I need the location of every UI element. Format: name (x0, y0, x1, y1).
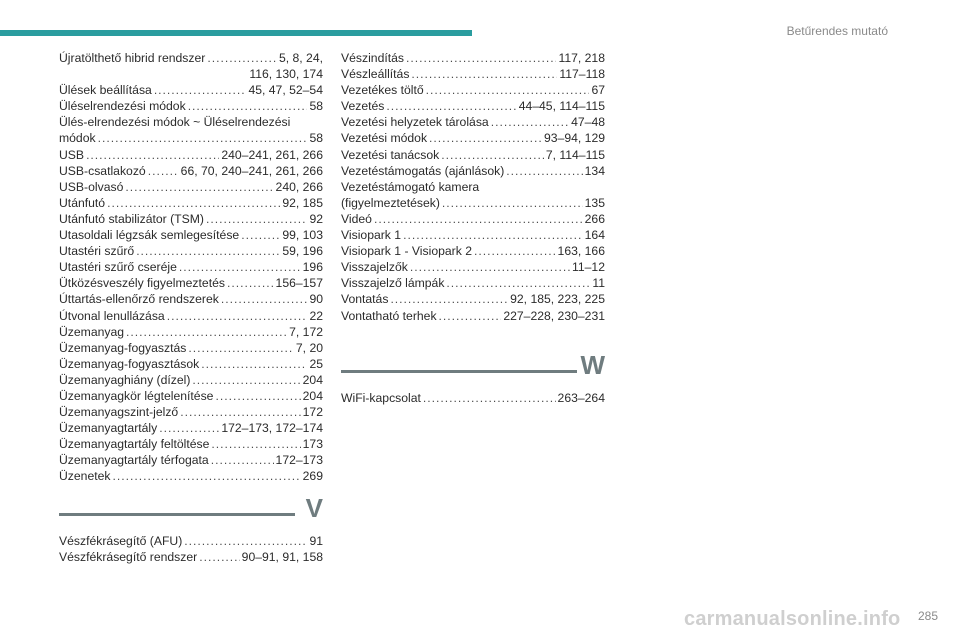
dot-leader (390, 291, 508, 307)
index-entry-term: Vontatás (341, 292, 389, 307)
dot-leader (406, 50, 556, 66)
index-entry-term: Vészfékrásegítő (AFU) (59, 533, 183, 548)
index-entry (59, 179, 323, 195)
index-entry (341, 50, 605, 66)
index-entry (59, 211, 323, 227)
dot-leader (167, 308, 308, 324)
dot-leader (429, 130, 542, 146)
header-accent-bar (0, 30, 472, 36)
index-entry (59, 291, 323, 307)
dot-leader (423, 390, 556, 406)
dot-leader (154, 82, 247, 98)
index-entry (59, 243, 323, 259)
index-entry-pages: 172–173 (275, 453, 323, 468)
dot-leader (411, 66, 557, 82)
index-entry (59, 50, 323, 66)
index-entry-term: Visszajelző lámpák (341, 276, 445, 291)
index-entry (341, 114, 605, 130)
index-entry-pages: 172–173, 172–174 (221, 421, 323, 436)
index-entry-pages: 92 (309, 211, 323, 226)
index-entry-pages: 135 (584, 195, 605, 210)
index-entry-pages: 58 (309, 131, 323, 146)
dot-leader (211, 436, 300, 452)
index-entry (341, 179, 605, 195)
index-entry (59, 227, 323, 243)
dot-leader (207, 50, 277, 66)
index-entry-pages: 90–91, 91, 158 (241, 549, 323, 564)
index-list-v (59, 533, 323, 565)
index-entry-pages: 44–45, 114–115 (518, 99, 605, 114)
dot-leader (148, 163, 179, 179)
index-entry-pages: 66, 70, 240–241, 261, 266 (180, 163, 323, 178)
index-entry-pages: 240, 266 (275, 179, 323, 194)
dot-leader (179, 259, 301, 275)
index-entry-pages: 67 (591, 83, 605, 98)
dot-leader (410, 259, 570, 275)
index-entry-term: USB-csatlakozó (59, 163, 146, 178)
index-entry-term: Újratölthető hibrid rendszer (59, 51, 206, 65)
index-entry-term: Úttartás-ellenőrző rendszerek (59, 292, 219, 307)
dot-leader (107, 195, 280, 211)
watermark: carmanualsonline.info (684, 608, 901, 630)
index-entry-pages: 99, 103 (282, 228, 323, 243)
index-entry (341, 243, 605, 259)
index-entry-term: Üléselrendezési módok (59, 99, 186, 114)
index-entry (341, 82, 605, 98)
index-entry (59, 195, 323, 211)
dot-leader (491, 114, 569, 130)
index-entry-pages: 116, 130, 174 (249, 67, 323, 82)
index-entry (341, 163, 605, 179)
index-entry (59, 308, 323, 324)
index-entry-term: Utastéri szűrő (59, 244, 135, 259)
index-entry (59, 533, 323, 549)
index-entry (59, 356, 323, 372)
index-entry (59, 549, 323, 565)
index-entry-term: Videó (341, 211, 372, 226)
dot-leader (184, 533, 307, 549)
index-entry-term: Vezetés (341, 99, 385, 114)
index-entry-term: Üzemanyagtartály (59, 421, 158, 436)
index-entry-pages: 93–94, 129 (544, 131, 605, 146)
index-entry-term: Vezetési helyzetek tárolása (341, 115, 489, 130)
dot-leader (403, 227, 583, 243)
dot-leader (386, 98, 516, 114)
dot-leader (136, 243, 280, 259)
index-entry-term: WiFi-kapcsolat (341, 390, 421, 405)
index-entry (59, 404, 323, 420)
index-entry-pages: 156–157 (275, 276, 323, 291)
index-entry (59, 98, 323, 114)
index-entry (341, 211, 605, 227)
section-header-w (341, 350, 605, 384)
dot-leader (474, 243, 556, 259)
index-entry-term: USB (59, 147, 85, 162)
index-entry-term: Vezetékes töltő (341, 83, 424, 98)
index-entry (341, 98, 605, 114)
index-entry-term: Vontatható terhek (341, 308, 437, 323)
index-entry (59, 130, 323, 146)
index-entry-term: Visiopark 1 - Visiopark 2 (341, 244, 472, 259)
index-entry-pages: 269 (302, 469, 323, 484)
dot-leader (215, 388, 300, 404)
index-entry (341, 308, 605, 324)
index-entry-term: Vezetési tanácsok (341, 147, 440, 162)
index-entry-pages: 7, 172 (289, 324, 323, 339)
index-entry-pages: 47–48 (571, 115, 605, 130)
index-entry-term: Utastéri szűrő cseréje (59, 260, 177, 275)
index-entry-pages: 227–228, 230–231 (503, 308, 605, 323)
index-entry-pages: 7, 20 (295, 340, 323, 355)
section-letter-w: W (580, 349, 605, 380)
index-entry (341, 275, 605, 291)
index-entry (59, 66, 323, 82)
dot-leader (180, 404, 300, 420)
index-entry-term: Vezetéstámogatás (ajánlások) (341, 163, 505, 178)
index-entry-pages: 11 (592, 276, 605, 291)
index-entry-term: módok (59, 131, 96, 146)
index-entry-term: Visszajelzők (341, 260, 408, 275)
index-list-u (59, 50, 323, 485)
index-entry (341, 195, 605, 211)
index-entry-term: Üzemanyagkör légtelenítése (59, 388, 214, 403)
index-entry (59, 163, 323, 179)
index-entry-pages: 196 (302, 260, 323, 275)
dot-leader (241, 227, 280, 243)
index-entry-pages: 25 (309, 356, 323, 371)
index-entry (59, 82, 323, 98)
index-entry (59, 452, 323, 468)
index-entry-pages: 7, 114–115 (545, 147, 605, 162)
index-entry-pages: 92, 185 (282, 195, 323, 210)
index-entry (341, 259, 605, 275)
index-entry-term: Ülés-elrendezési módok ~ Üléselrendezési (59, 115, 291, 130)
index-entry (59, 340, 323, 356)
index-entry (59, 147, 323, 163)
index-entry (341, 147, 605, 163)
dot-leader (227, 275, 274, 291)
index-entry (341, 130, 605, 146)
section-header-v (59, 493, 323, 527)
index-entry (341, 390, 605, 406)
index-entry-pages: 22 (309, 308, 323, 323)
dot-leader (441, 147, 544, 163)
index-entry-term: Vészfékrásegítő rendszer (59, 549, 198, 564)
index-entry-pages: 91 (309, 533, 323, 548)
dot-leader (506, 163, 582, 179)
index-entry-term: Visiopark 1 (341, 228, 402, 243)
dot-leader (126, 324, 287, 340)
dot-leader (426, 82, 590, 98)
dot-leader (206, 211, 307, 227)
index-entry-term: Üzemanyagszint-jelző (59, 405, 179, 420)
index-entry-pages: 45, 47, 52–54 (248, 83, 323, 98)
index-entry-pages: 266 (584, 211, 605, 226)
index-entry-pages: 90 (309, 292, 323, 307)
index-entry-term: Ülések beállítása (59, 83, 152, 98)
index-entry-term: (figyelmeztetések) (341, 195, 440, 210)
index-entry (59, 114, 323, 130)
index-entry (341, 291, 605, 307)
index-entry-pages: 164 (584, 228, 605, 243)
index-entry (59, 372, 323, 388)
dot-leader (446, 275, 590, 291)
index-entry-term: Üzemanyagtartály térfogata (59, 453, 209, 468)
section-letter-v: V (305, 492, 323, 523)
index-entry-term: Üzemanyaghiány (dízel) (59, 372, 191, 387)
index-entry-term: Vészindítás (341, 51, 405, 65)
index-entry-term: Útvonal lenullázása (59, 308, 165, 323)
index-entry-term: Vészleállítás (341, 67, 410, 82)
index-entry (59, 275, 323, 291)
index-entry (59, 420, 323, 436)
page-number: 285 (917, 609, 938, 623)
index-list-w (341, 390, 605, 406)
index-entry-pages: 240–241, 261, 266 (221, 147, 323, 162)
dot-leader (125, 179, 273, 195)
index-entry-pages: 173 (302, 437, 323, 452)
index-entry-term: Vezetéstámogató kamera (341, 179, 480, 194)
dot-leader (192, 372, 300, 388)
index-entry-term: Üzemanyag-fogyasztás (59, 340, 187, 355)
index-column-right (341, 50, 605, 406)
dot-leader (439, 308, 502, 324)
index-entry (341, 66, 605, 82)
index-entry-pages: 5, 8, 24, (278, 51, 323, 65)
dot-leader (159, 420, 219, 436)
section-divider-w (341, 370, 577, 373)
index-entry-pages: 11–12 (572, 260, 605, 275)
dot-leader (201, 356, 307, 372)
index-entry-pages: 58 (309, 99, 323, 114)
index-entry (59, 468, 323, 484)
section-divider-v (59, 513, 295, 516)
dot-leader (98, 130, 308, 146)
index-entry-pages: 117–118 (559, 67, 605, 82)
index-entry-term: Üzenetek (59, 469, 111, 484)
dot-leader (86, 147, 219, 163)
index-entry-term: Üzemanyag (59, 324, 125, 339)
dot-leader (199, 549, 239, 565)
index-entry-pages: 92, 185, 223, 225 (510, 292, 605, 307)
dot-leader (188, 98, 308, 114)
index-entry-term: USB-olvasó (59, 179, 124, 194)
index-entry (59, 388, 323, 404)
index-entry (341, 227, 605, 243)
page-header-title: Betűrendes mutató (786, 24, 888, 38)
index-entry-pages: 117, 218 (558, 51, 605, 65)
dot-leader (442, 195, 583, 211)
index-entry (59, 436, 323, 452)
index-entry-term: Utánfutó stabilizátor (TSM) (59, 211, 204, 226)
index-entry-pages: 134 (584, 163, 605, 178)
index-entry-pages: 59, 196 (282, 244, 323, 259)
index-entry-term: Üzemanyagtartály feltöltése (59, 437, 210, 452)
dot-leader (211, 452, 274, 468)
index-entry-term: Ütközésveszély figyelmeztetés (59, 276, 225, 291)
index-entry-term: Utasoldali légzsák semlegesítése (59, 228, 240, 243)
index-entry (59, 324, 323, 340)
index-list-v-cont (341, 50, 605, 324)
index-entry-pages: 204 (302, 372, 323, 387)
index-column-left (59, 50, 323, 565)
index-entry-pages: 263–264 (557, 390, 605, 405)
dot-leader (113, 468, 301, 484)
index-entry-term: Utánfutó (59, 195, 106, 210)
index-entry-pages: 204 (302, 388, 323, 403)
dot-leader (374, 211, 583, 227)
index-entry (59, 259, 323, 275)
index-entry-term: Üzemanyag-fogyasztások (59, 356, 200, 371)
dot-leader (221, 291, 308, 307)
index-entry-term: Vezetési módok (341, 131, 428, 146)
index-entry-pages: 163, 166 (557, 244, 605, 259)
index-entry-pages: 172 (302, 405, 323, 420)
dot-leader (188, 340, 294, 356)
